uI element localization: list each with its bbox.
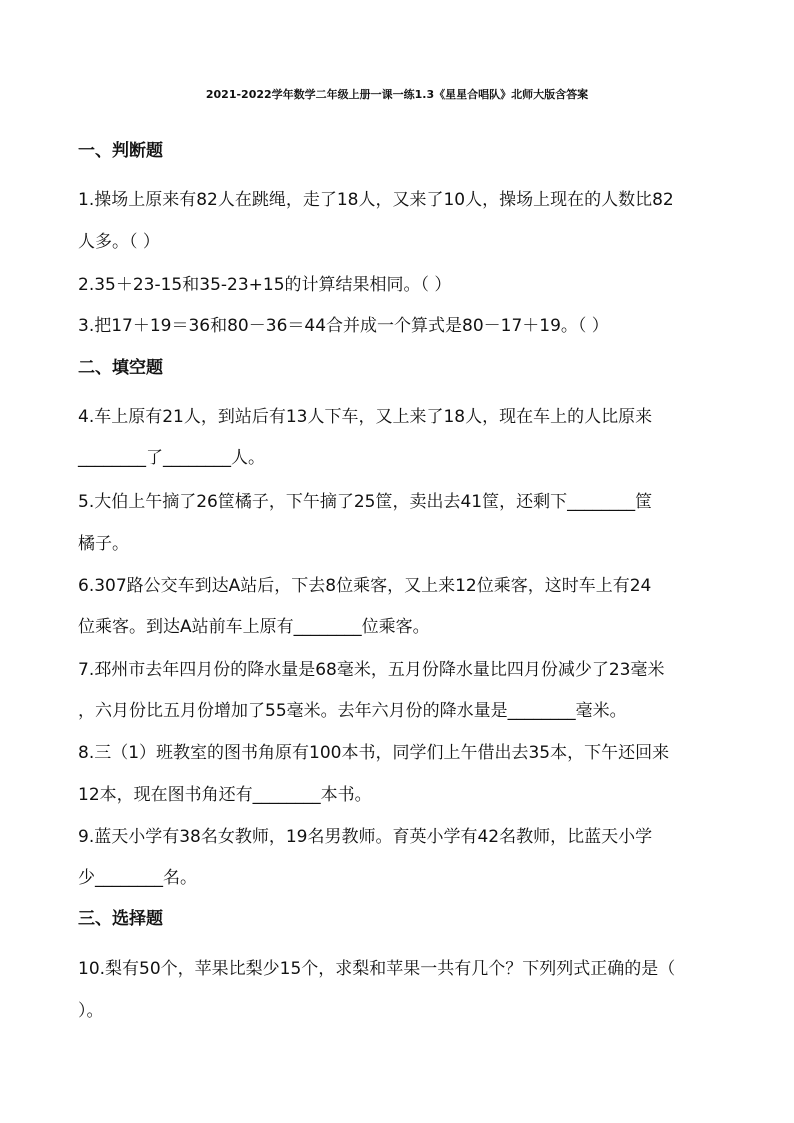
section-heading-fill-in: 二、填空题 [78,358,163,378]
question-6-line-2: 位乘客。到达A站前车上原有________位乘客。 [78,617,430,637]
question-4-line-2: ________了________人。 [78,448,265,468]
question-2: 2.35＋23-15和35-23+15的计算结果相同。（ ） [78,275,452,295]
question-8-line-2: 12本，现在图书角还有________本书。 [78,785,372,805]
question-5-line-1: 5.大伯上午摘了26筐橘子，下午摘了25筐，卖出去41筐，还剩下________筐 [78,492,653,512]
question-1-line-2: 人多。（ ） [78,232,160,252]
section-heading-judgment: 一、判断题 [78,141,163,161]
question-4-line-1: 4.车上原有21人，到站后有13人下车，又上来了18人，现在车上的人比原来 [78,407,653,427]
question-7-line-2: ，六月份比五月份增加了55毫米。去年六月份的降水量是________毫米。 [78,701,627,721]
question-10-line-2: ）。 [78,1001,104,1021]
question-8-line-1: 8.三（1）班教室的图书角原有100本书，同学们上午借出去35本，下午还回来 [78,743,670,763]
question-9-line-1: 9.蓝天小学有38名女教师，19名男教师。育英小学有42名教师，比蓝天小学 [78,827,653,847]
question-1-line-1: 1.操场上原来有82人在跳绳，走了18人，又来了10人，操场上现在的人数比82 [78,190,674,210]
question-3: 3.把17＋19＝36和80－36＝44合并成一个算式是80－17＋19。（ ） [78,316,609,336]
question-5-line-2: 橘子。 [78,534,129,554]
question-10-line-1: 10.梨有50个，苹果比梨少15个，求梨和苹果一共有几个？下列列式正确的是（ [78,959,676,979]
question-9-line-2: 少________名。 [78,868,197,888]
document-title: 2021-2022学年数学二年级上册一课一练1.3《星星合唱队》北师大版含答案 [205,88,589,101]
section-heading-multiple-choice: 三、选择题 [78,909,163,929]
question-7-line-1: 7.邳州市去年四月份的降水量是68毫米，五月份降水量比四月份减少了23毫米 [78,660,665,680]
question-6-line-1: 6.307路公交车到达A站后，下去8位乘客，又上来12位乘客，这时车上有24 [78,576,652,596]
